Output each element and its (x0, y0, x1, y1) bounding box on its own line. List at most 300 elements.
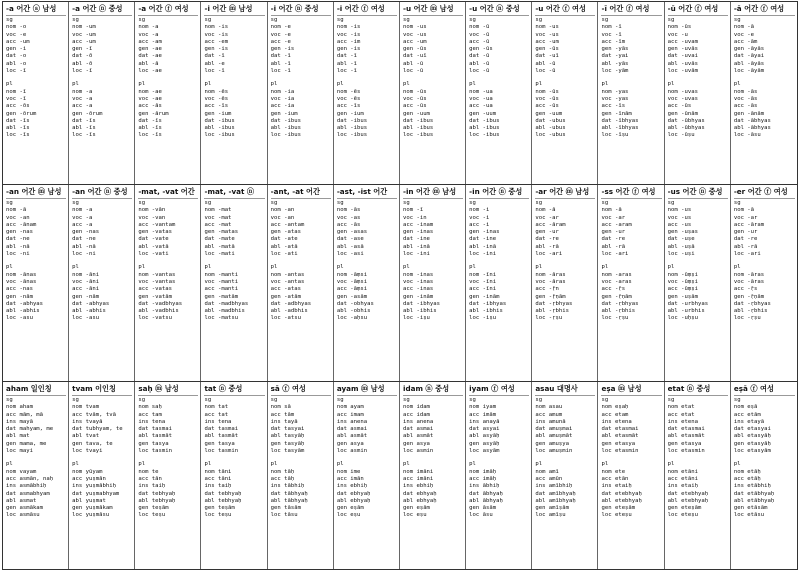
case-ending-line: nom -ī (601, 24, 622, 31)
case-ending-line: abl -īs (138, 125, 162, 132)
case-ending-line: voc -a (138, 31, 159, 38)
case-ending-line: acc etāni (667, 475, 698, 482)
number-label: pl (270, 81, 278, 88)
case-ending-line: gen -ūs (469, 46, 493, 53)
case-ending-line: nom -uvas (667, 88, 698, 95)
case-ending-line: abl tebhyaḥ (138, 497, 176, 504)
declension-table-cell (400, 185, 466, 381)
case-ending-line: gen -nas (6, 229, 33, 236)
case-ending-line: dat -adbhyas (270, 300, 312, 307)
number-label: pl (469, 264, 476, 271)
case-ending-line: voc -in (402, 214, 427, 221)
case-ending-line: abl -īs (6, 125, 30, 132)
table-heading: -ar 어간 ⓜ 남성 (535, 187, 595, 199)
case-ending-line: voc -ia (270, 95, 295, 102)
number-label: sg (601, 397, 609, 403)
number-label: pl (6, 264, 13, 271)
number-label: sg (667, 397, 675, 403)
case-ending-line: gen -ōrum (6, 110, 37, 117)
case-ending-line: ins tena (138, 418, 166, 425)
declension-table-cell (3, 185, 69, 381)
table-heading: -u 어간 ⓜ 남성 (403, 4, 463, 16)
case-ending-line: nom -antas (270, 271, 305, 278)
case-ending-line: gen -nām (72, 293, 100, 300)
case-ending-line: loc tvayi (72, 448, 103, 455)
case-ending-line: dat -ṛbhyas (733, 300, 771, 307)
case-ending-line: voc -um (72, 31, 96, 38)
number-label: sg (733, 200, 741, 206)
case-ending-line: ins tena (204, 418, 232, 425)
case-ending-line: acc -e (270, 38, 291, 45)
case-ending-line: abl -ī (336, 60, 358, 67)
case-ending-line: nom vayam (6, 468, 37, 475)
case-ending-line: dat etasmai (601, 426, 639, 433)
case-ending-line: dat -uṣe (667, 236, 695, 243)
number-label: sg (667, 200, 675, 206)
number-label: sg (138, 397, 146, 403)
number-label: pl (336, 461, 344, 468)
case-ending-line: abl -atā (270, 243, 298, 250)
declension-table-cell (268, 2, 334, 184)
case-ending-line: voc -ūṃṣi (667, 278, 698, 285)
case-ending-line: acc amum (535, 411, 563, 418)
case-ending-line: acc tām (270, 411, 295, 418)
case-ending-line: dat tasmai (138, 426, 173, 433)
case-ending-line: voc -us (535, 31, 559, 38)
case-ending-line: acc -īni (469, 286, 497, 293)
number-label: pl (469, 81, 476, 88)
case-ending-line: gen āsām (469, 505, 497, 512)
case-ending-line: loc -īs (138, 132, 162, 139)
case-ending-line: loc -ari (733, 251, 761, 258)
case-ending-line: abl -vadbhis (138, 308, 179, 315)
table-heading: tvam 이인칭 (72, 384, 132, 396)
case-ending-line: voc -as (336, 214, 361, 221)
noun-band-consonant-stems (3, 185, 797, 382)
case-ending-line: nom -āṃsi (336, 271, 368, 278)
case-ending-line: acc tam (138, 411, 162, 418)
case-ending-line: dat -madbhyas (204, 300, 249, 307)
number-label: pl (469, 461, 476, 468)
case-ending-line: voc -e (6, 31, 27, 38)
table-heading: -a 어간 ⓐ 남성 (6, 4, 66, 16)
case-ending-line: gen -uṣām (667, 293, 698, 300)
case-ending-line: acc -ūs (667, 103, 692, 110)
case-ending-line: acc imān (336, 475, 364, 482)
case-ending-line: dat -abhyas (72, 300, 110, 307)
declension-table-cell (665, 2, 731, 184)
case-ending-line: loc amuṣmin (535, 448, 573, 455)
noun-band-vowel-stems (3, 2, 797, 185)
declension-table-cell (268, 382, 334, 569)
case-ending-line: loc -ae (138, 68, 162, 75)
case-ending-line: ins ebhiḥ (336, 483, 368, 490)
declension-table-cell (532, 185, 598, 381)
case-ending-line: abl -madbhis (204, 308, 245, 315)
case-ending-line: acc -um (72, 38, 96, 45)
case-ending-line: acc idam (402, 411, 430, 418)
case-ending-line: dat asyai (469, 426, 500, 433)
case-ending-line: acc etām (733, 411, 761, 418)
case-ending-line: dat -ō (72, 53, 93, 60)
declension-table-cell (135, 185, 201, 381)
case-ending-line: abl -ō (72, 60, 93, 67)
case-ending-line: nom -vantas (138, 271, 176, 278)
case-ending-line: nom -ā (733, 24, 755, 31)
case-ending-line: abl -ibhis (402, 308, 437, 315)
case-ending-line: dat -urbhyas (667, 300, 709, 307)
case-ending-line: voc -is (336, 31, 361, 38)
case-ending-line: dat etasmai (667, 426, 705, 433)
case-ending-line: abl -e (204, 60, 225, 67)
case-ending-line: acc -i (469, 221, 490, 228)
number-label: pl (535, 264, 543, 271)
case-ending-line: dat -ibhyas (469, 300, 507, 307)
case-ending-line: gen etasyāḥ (733, 440, 771, 447)
case-ending-line: nom tāḥ (270, 468, 295, 475)
case-ending-line: loc -ū (469, 68, 490, 75)
case-ending-line: dat ābhyaḥ (469, 490, 503, 497)
case-ending-line: loc -ibus (336, 132, 368, 139)
number-label: sg (601, 200, 609, 206)
case-ending-line: dat -ine (469, 236, 497, 243)
number-label: pl (72, 461, 79, 468)
case-ending-line: nom -is (336, 24, 361, 31)
case-ending-line: nom -manti (204, 271, 239, 278)
case-ending-line: ins yuṣmābhiḥ (72, 483, 116, 490)
number-label: sg (72, 200, 79, 206)
case-ending-line: acc -īs (601, 103, 626, 110)
case-ending-line: nom -aras (601, 271, 632, 278)
case-ending-line: loc -ati (270, 251, 298, 258)
case-ending-line: gen -ārum (138, 110, 169, 117)
case-ending-line: gen tava, te (72, 440, 113, 447)
case-ending-line: loc teṣu (138, 512, 166, 519)
case-ending-line: gen -ūs (535, 46, 559, 53)
case-ending-line: voc -ua (469, 95, 493, 102)
number-label: pl (733, 264, 741, 271)
case-ending-line: gen -uum (469, 110, 497, 117)
case-ending-line: nom amī (535, 468, 559, 475)
declension-table-cell (201, 185, 267, 381)
case-ending-line: voc -e (733, 31, 755, 38)
case-ending-line: acc -aram (601, 221, 632, 228)
number-label: sg (402, 397, 410, 403)
case-ending-line: gen -ānām (733, 110, 765, 117)
case-ending-line: voc -us (402, 31, 427, 38)
case-ending-line: dat ebhyaḥ (336, 490, 371, 497)
case-ending-line: gen -īnām (601, 110, 632, 117)
table-heading: -a 어간 ⓝ 중성 (72, 4, 132, 16)
case-ending-line: gen eteṣām (667, 505, 702, 512)
case-ending-line: nom -ēs (336, 88, 361, 95)
case-ending-line: abl etebhyaḥ (667, 497, 709, 504)
table-heading: sā ⓕ 여성 (271, 384, 331, 396)
case-ending-line: nom -mat (204, 207, 232, 214)
case-ending-line: abl -rā (733, 243, 758, 250)
case-ending-line: acc asmān, naḥ (6, 475, 54, 482)
case-ending-line: loc -vati (138, 251, 169, 258)
case-ending-line: ins amunā (535, 418, 566, 425)
case-ending-line: gen -vatas (138, 229, 173, 236)
case-ending-line: dat -īs (138, 117, 162, 124)
case-ending-line: loc -ari (535, 251, 563, 258)
case-ending-line: dat -ūbhyas (667, 117, 705, 124)
case-ending-line: nom -āni (72, 271, 100, 278)
case-ending-line: gen -ōrum (72, 110, 103, 117)
case-ending-line: nom -yas (601, 88, 629, 95)
number-label: sg (270, 200, 278, 206)
case-ending-line: nom aham (6, 404, 33, 411)
case-ending-line: voc -ū (469, 31, 490, 38)
case-ending-line: loc -ni (72, 251, 96, 258)
case-ending-line: dat -īs (72, 117, 96, 124)
case-ending-line: nom iyam (469, 404, 497, 411)
case-ending-line: acc -atas (270, 286, 301, 293)
case-ending-line: loc -ṛṣu (535, 315, 563, 322)
case-ending-line: gen -is (336, 46, 361, 53)
case-ending-line: gen asmākam (6, 505, 44, 512)
case-ending-line: dat etebhyaḥ (667, 490, 709, 497)
case-ending-line: loc tasyām (270, 448, 305, 455)
case-ending-line: abl -asā (336, 243, 364, 250)
case-ending-line: voc -inas (402, 278, 434, 285)
number-label: sg (336, 17, 344, 23)
case-ending-line: abl -nā (72, 243, 96, 250)
number-label: pl (138, 81, 146, 88)
case-ending-line: nom sā (270, 404, 291, 411)
table-heading: -u 어간 ⓕ 여성 (535, 4, 595, 16)
case-ending-line: acc tān (138, 475, 162, 482)
case-ending-line: abl -inā (469, 243, 497, 250)
case-ending-line: abl -abhis (72, 308, 106, 315)
case-ending-line: voc -mat (204, 214, 232, 221)
case-ending-line: abl -ubus (535, 125, 566, 132)
case-ending-line: abl -ūbhyas (667, 125, 705, 132)
case-ending-line: loc -ari (601, 251, 629, 258)
case-ending-line: gen mama, me (6, 440, 47, 447)
number-label: pl (204, 461, 212, 468)
case-ending-line: gen asya (402, 440, 430, 447)
case-ending-line: acc tvām, tvā (72, 411, 116, 418)
number-label: pl (270, 461, 278, 468)
case-ending-line: abl etasmāt (601, 433, 639, 440)
case-ending-line: nom -vān (138, 207, 166, 214)
case-ending-line: gen etasya (667, 440, 702, 447)
table-heading: -us 어간 ⓝ 중성 (668, 187, 728, 199)
table-heading: idam ⓝ 중성 (403, 384, 463, 396)
case-ending-line: nom -ānas (6, 271, 37, 278)
case-ending-line: gen -i (6, 46, 27, 53)
case-ending-line: loc asmin (402, 448, 434, 455)
case-ending-line: gen eṣām (336, 505, 364, 512)
case-ending-line: dat -ī (336, 53, 358, 60)
case-ending-line: acc -ās (138, 103, 162, 110)
case-ending-line: abl -abhis (6, 308, 40, 315)
case-ending-line: dat -ibus (402, 117, 434, 124)
case-ending-line: voc -ēs (336, 95, 361, 102)
table-heading: -an 어간 ⓝ 중성 (72, 187, 132, 199)
case-ending-line: dat -ībhyas (601, 117, 639, 124)
number-label: pl (6, 461, 13, 468)
case-ending-line: loc eṣu (402, 512, 427, 519)
number-label: pl (402, 81, 410, 88)
case-ending-line: ins mayā (6, 418, 33, 425)
table-heading: -er 어간 ⓕ 여성 (734, 187, 795, 199)
case-ending-line: acc -ānam (6, 221, 37, 228)
case-ending-line: dat -ibus (336, 117, 368, 124)
declension-table-cell (3, 382, 69, 569)
case-ending-line: gen -matas (204, 229, 239, 236)
table-heading: -ant, -at 어간 (271, 187, 331, 199)
case-ending-line: dat etābhyaḥ (733, 490, 775, 497)
case-ending-line: abl -rā (601, 243, 626, 250)
case-ending-line: gen etasya (601, 440, 636, 447)
declension-table-cell (598, 382, 664, 569)
case-ending-line: nom -i (469, 207, 490, 214)
case-ending-line: abl tasmāt (204, 433, 239, 440)
case-ending-line: dat tasyai (270, 426, 305, 433)
case-ending-line: acc -a (72, 221, 93, 228)
case-ending-line: gen -yās (601, 46, 629, 53)
case-ending-line: acc -inam (402, 221, 434, 228)
case-ending-line: acc -ās (336, 221, 361, 228)
case-ending-line: nom -a (72, 88, 93, 95)
case-ending-line: loc -īs (72, 132, 96, 139)
case-ending-line: voc -antas (270, 278, 305, 285)
case-ending-line: gen -inas (469, 229, 500, 236)
case-ending-line: dat amuṣmai (535, 426, 573, 433)
case-ending-line: abl -uṣā (667, 243, 695, 250)
case-ending-line: abl -ṛbhis (601, 308, 636, 315)
case-ending-line: acc -um (535, 38, 559, 45)
case-ending-line: loc -āsu (733, 132, 761, 139)
case-ending-line: loc mayi (6, 448, 33, 455)
case-ending-line: acc amūn (535, 475, 563, 482)
case-ending-line: dat -vadbhyas (138, 300, 183, 307)
case-ending-line: loc -ī (270, 68, 291, 75)
case-ending-line: loc -yām (601, 68, 629, 75)
case-ending-line: nom -inas (402, 271, 434, 278)
case-ending-line: acc -īm (601, 38, 626, 45)
number-label: pl (601, 264, 609, 271)
case-ending-line: voc -an (6, 214, 30, 221)
case-ending-line: loc āsu (469, 512, 493, 519)
table-heading: eṣā ⓕ 여성 (734, 384, 795, 396)
case-ending-line: dat -re (733, 236, 758, 243)
table-heading: asau 대명사 (535, 384, 595, 396)
case-ending-line: gen teṣām (138, 505, 169, 512)
case-ending-line: loc -mati (204, 251, 235, 258)
table-heading: -mat, -vat ⓝ (204, 187, 264, 199)
declension-table-cell (69, 185, 135, 381)
case-ending-line: abl -ibhis (469, 308, 503, 315)
number-label: pl (270, 264, 278, 271)
number-label: pl (72, 81, 79, 88)
case-ending-line: dat -ū (469, 53, 490, 60)
case-ending-line: gen -ūs (402, 46, 427, 53)
case-ending-line: acc -īs (336, 103, 361, 110)
case-ending-line: acc -em (204, 38, 229, 45)
case-ending-line: loc -ī (6, 68, 27, 75)
case-ending-line: nom eṣaḥ (601, 404, 629, 411)
declension-table-cell (3, 2, 69, 184)
case-ending-line: gen -ṝṇām (733, 293, 765, 300)
case-ending-line: dat -ṛbhyas (535, 300, 573, 307)
number-label: sg (204, 17, 212, 23)
case-ending-line: acc -vatas (138, 286, 173, 293)
declension-table-cell (201, 382, 267, 569)
case-ending-line: voc -an (270, 214, 295, 221)
case-ending-line: dat amībhyaḥ (535, 490, 576, 497)
table-heading: -an 어간 ⓜ 남성 (6, 187, 66, 199)
case-ending-line: abl ebhyaḥ (402, 497, 437, 504)
case-ending-line: dat -ābhyas (733, 117, 771, 124)
case-ending-line: ins ābhiḥ (469, 483, 500, 490)
case-ending-line: acc -antam (270, 221, 305, 228)
case-ending-line: loc yuṣmāsu (72, 512, 110, 519)
case-ending-line: nom -e (270, 24, 291, 31)
case-ending-line: acc -ū (469, 38, 490, 45)
case-ending-line: loc -īṣu (601, 132, 629, 139)
number-label: sg (733, 17, 741, 23)
case-ending-line: gen -uum (535, 110, 563, 117)
case-ending-line: loc asmin (336, 448, 368, 455)
case-ending-line: loc -asu (6, 315, 33, 322)
case-ending-line: abl -ibus (336, 125, 368, 132)
number-label: pl (667, 461, 675, 468)
case-ending-line: abl tasmāt (138, 433, 173, 440)
case-ending-line: voc -ī (601, 31, 622, 38)
case-ending-line: dat -ibus (204, 117, 235, 124)
case-ending-line: acc -us (667, 221, 692, 228)
number-label: sg (402, 17, 410, 23)
number-label: pl (138, 461, 146, 468)
number-label: pl (204, 81, 212, 88)
number-label: sg (72, 17, 79, 23)
table-heading: -a 어간 ⓕ 여성 (138, 4, 198, 16)
case-ending-line: voc -ūs (402, 95, 427, 102)
case-ending-line: nom -āras (535, 271, 566, 278)
case-ending-line: dat -ne (72, 236, 96, 243)
case-ending-line: abl -ā (138, 60, 159, 67)
number-label: pl (601, 81, 609, 88)
case-ending-line: loc -ī (336, 68, 358, 75)
case-ending-line: abl ābhyaḥ (469, 497, 503, 504)
number-label: pl (667, 264, 675, 271)
case-ending-line: acc -ūs (402, 103, 427, 110)
case-ending-line: gen -ūnām (667, 110, 698, 117)
case-ending-line: dat -ibhyas (402, 300, 441, 307)
case-ending-line: gen -matām (204, 293, 239, 300)
case-ending-line: acc imāḥ (469, 475, 497, 482)
case-ending-line: gen -inām (469, 293, 500, 300)
case-ending-line: gen -atas (270, 229, 301, 236)
declension-table-cell (598, 185, 664, 381)
case-ending-line: acc -āṃsi (336, 286, 368, 293)
number-label: pl (402, 264, 410, 271)
case-ending-line: gen -uvās (667, 46, 698, 53)
case-ending-line: voc -ēs (204, 95, 229, 102)
case-ending-line: voc -u (667, 31, 688, 38)
table-heading: ayam ⓜ 남성 (337, 384, 397, 396)
case-ending-line: abl -īs (72, 125, 96, 132)
number-label: pl (667, 81, 675, 88)
number-label: pl (336, 264, 344, 271)
number-label: sg (336, 200, 344, 206)
case-ending-line: voc -ar (601, 214, 626, 221)
case-ending-line: acc -ām (733, 38, 758, 45)
